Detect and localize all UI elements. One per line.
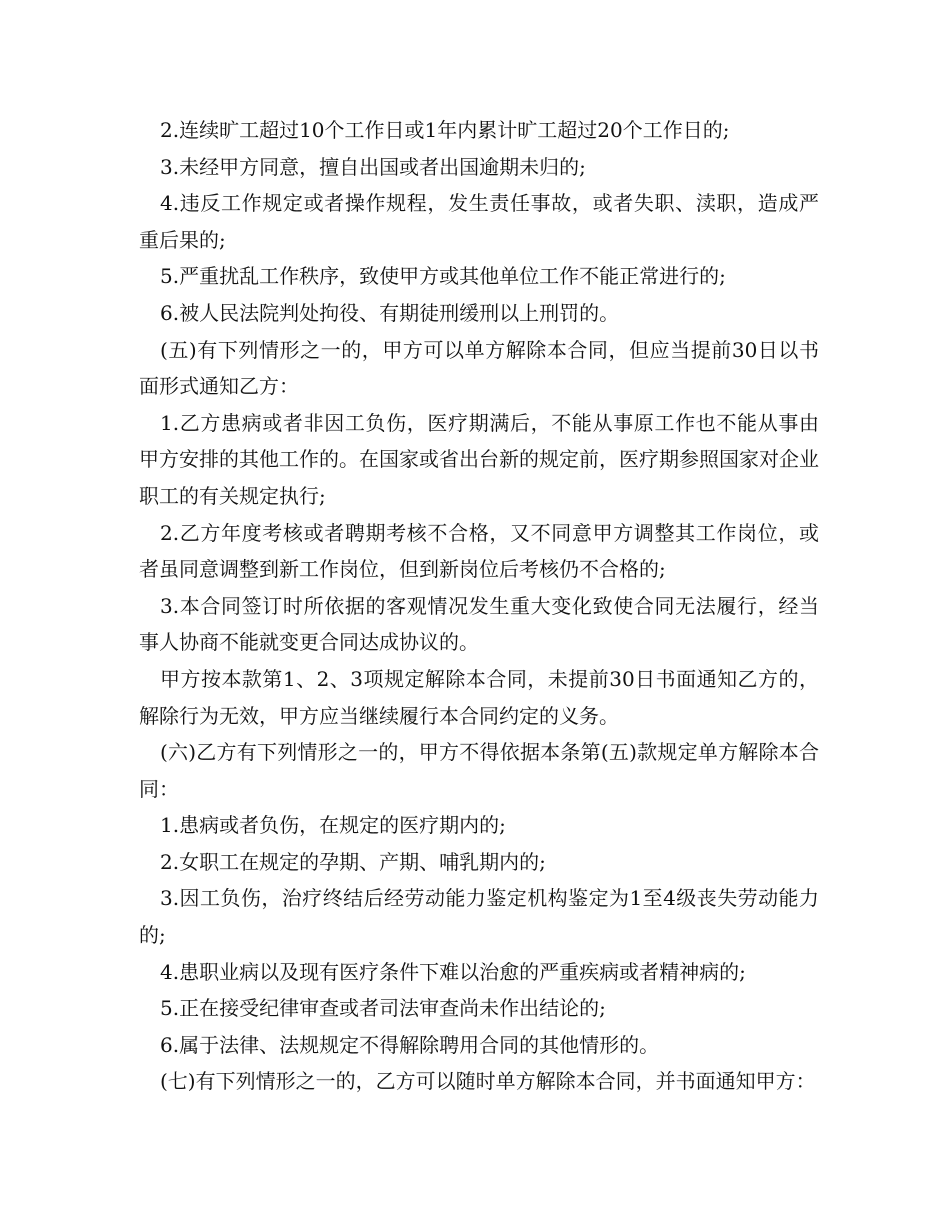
clause-circumstance-change: 3.本合同签订时所依据的客观情况发生重大变化致使合同无法履行，经当事人协商不能就变更合同达成协议的。: [139, 593, 819, 655]
clause-under-review: 5.正在接受纪律审查或者司法审查尚未作出结论的;: [160, 996, 606, 1021]
clause-medical-period: 1.患病或者负伤，在规定的医疗期内的;: [160, 813, 506, 838]
clause-disturb-order: 5.严重扰乱工作秩序，致使甲方或其他单位工作不能正常进行的;: [160, 264, 726, 289]
clause-occupational-disease: 4.患职业病以及现有医疗条件下难以治愈的严重疾病或者精神病的;: [160, 959, 746, 984]
clause-other-legal: 6.属于法律、法规规定不得解除聘用合同的其他情形的。: [160, 1032, 660, 1057]
clause-illness-injury: 1.乙方患病或者非因工负伤，医疗期满后，不能从事原工作也不能从事由甲方安排的其他工作的。在国家或省出台新的规定前，医疗期参照国家对企业职工的有关规定执行;: [139, 410, 819, 508]
clause-criminal-penalty: 6.被人民法院判处拘役、有期徒刑缓刑以上刑罚的。: [160, 300, 620, 325]
contract-text: [139, 112, 819, 1100]
section-five-heading: (五)有下列情形之一的，甲方可以单方解除本合同，但应当提前30日以书面形式通知乙方：: [139, 337, 819, 399]
clause-absenteeism: 2.连续旷工超过10个工作日或1年内累计旷工超过20个工作日的;: [160, 118, 730, 142]
clause-violation-rules: 4.违反工作规定或者操作规程，发生责任事故，或者失职、渎职，造成严重后果的;: [139, 191, 819, 252]
clause-work-injury: 3.因工负伤，治疗终结后经劳动能力鉴定机构鉴定为1至4级丧失劳动能力的;: [139, 886, 819, 948]
clause-unauthorized-abroad: 3.未经甲方同意，擅自出国或者出国逾期未归的;: [160, 154, 586, 179]
clause-assessment-fail: 2.乙方年度考核或者聘期考核不合格，又不同意甲方调整其工作岗位，或者虽同意调整到新工作岗位，但到新岗位后考核仍不合格的;: [139, 520, 819, 582]
clause-female-worker: 2.女职工在规定的孕期、产期、哺乳期内的;: [160, 849, 546, 874]
section-seven-heading: (七)有下列情形之一的，乙方可以随时单方解除本合同，并书面通知甲方：: [160, 1069, 816, 1094]
section-six-heading: (六)乙方有下列情形之一的，甲方不得依据本条第(五)款规定单方解除本合同：: [139, 740, 819, 801]
clause-notice-requirement: 甲方按本款第1、2、3项规定解除本合同，未提前30日书面通知乙方的，解除行为无效，甲方应当继续履行本合同约定的义务。: [139, 666, 819, 728]
